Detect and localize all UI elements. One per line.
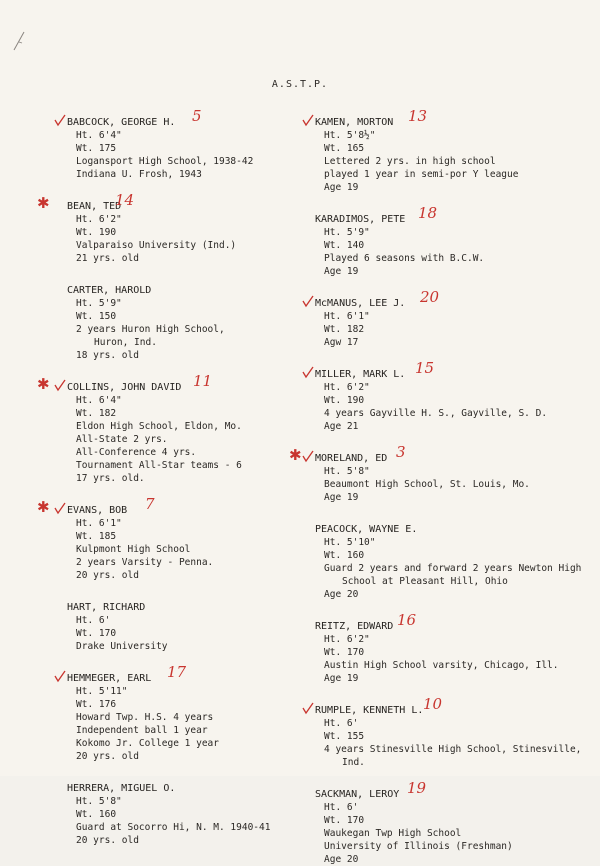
player-detail: Age 19 bbox=[324, 266, 359, 277]
player-detail: Ht. 6' bbox=[324, 718, 359, 729]
player-name-line bbox=[37, 372, 305, 394]
player-detail: Guard at Socorro Hi, N. M. 1940-41 bbox=[76, 822, 271, 833]
player-name-line bbox=[315, 779, 595, 801]
player-detail: Ht. 5'9" bbox=[324, 227, 370, 238]
player-detail: 20 yrs. old bbox=[76, 751, 139, 762]
player-detail: 20 yrs. old bbox=[76, 570, 139, 581]
check-mark-icon bbox=[302, 367, 314, 378]
check-mark-icon bbox=[302, 115, 314, 126]
player-name: MILLER, MARK L. bbox=[315, 369, 406, 380]
player-detail: Ht. 5'8" bbox=[76, 796, 122, 807]
roster-number: 11 bbox=[193, 372, 213, 390]
roster-entry bbox=[315, 288, 595, 349]
player-detail: 18 yrs. old bbox=[76, 350, 139, 361]
player-name-line bbox=[37, 495, 305, 517]
player-detail: Age 21 bbox=[324, 421, 359, 432]
player-detail: Ht. 6'1" bbox=[324, 311, 370, 322]
roster-number: 18 bbox=[418, 204, 438, 222]
check-mark-icon bbox=[302, 451, 314, 462]
roster-entry bbox=[37, 372, 305, 485]
roster-number: 10 bbox=[423, 695, 443, 713]
player-name-line bbox=[315, 288, 595, 310]
player-detail: Indiana U. Frosh, 1943 bbox=[76, 169, 202, 180]
player-detail: Wt. 170 bbox=[76, 628, 117, 639]
player-detail: 2 years Huron High School, bbox=[76, 324, 225, 335]
player-detail: Howard Twp. H.S. 4 years bbox=[76, 712, 214, 723]
player-name: PEACOCK, WAYNE E. bbox=[315, 524, 418, 535]
player-detail: 17 yrs. old. bbox=[76, 473, 145, 484]
player-name: BABCOCK, GEORGE H. bbox=[67, 117, 176, 128]
player-name-line bbox=[67, 284, 305, 297]
player-detail: 20 yrs. old bbox=[76, 835, 139, 846]
player-detail: Wt. 190 bbox=[324, 395, 365, 406]
player-detail: Wt. 170 bbox=[324, 815, 365, 826]
player-name: McMANUS, LEE J. bbox=[315, 298, 406, 309]
player-detail: Age 20 bbox=[324, 854, 359, 865]
roster-number: 14 bbox=[115, 191, 135, 209]
player-detail: Wt. 190 bbox=[76, 227, 117, 238]
roster-entry bbox=[37, 495, 305, 582]
player-detail: Wt. 150 bbox=[76, 311, 117, 322]
player-name-line bbox=[315, 611, 595, 633]
player-detail: Age 20 bbox=[324, 589, 359, 600]
player-name-line bbox=[315, 695, 595, 717]
player-detail: Independent ball 1 year bbox=[76, 725, 208, 736]
player-detail: Beaumont High School, St. Louis, Mo. bbox=[324, 479, 530, 490]
player-name-line bbox=[315, 523, 595, 536]
roster-number: 20 bbox=[420, 288, 440, 306]
player-detail: Guard 2 years and forward 2 years Newton High bbox=[324, 563, 582, 574]
player-detail: Eldon High School, Eldon, Mo. bbox=[76, 421, 242, 432]
player-name: HART, RICHARD bbox=[67, 602, 146, 613]
player-detail: Huron, Ind. bbox=[94, 337, 157, 348]
pencil-mark bbox=[10, 30, 28, 52]
roster-number: 16 bbox=[397, 611, 417, 629]
roster-entry bbox=[315, 107, 595, 194]
player-detail: Wt. 140 bbox=[324, 240, 365, 251]
player-name: MORELAND, ED bbox=[315, 453, 388, 464]
asterisk-mark-icon: ✱ bbox=[37, 498, 50, 516]
player-detail: Wt. 160 bbox=[76, 809, 117, 820]
player-detail: Age 19 bbox=[324, 492, 359, 503]
player-detail: 2 years Varsity - Penna. bbox=[76, 557, 214, 568]
player-detail: Valparaiso University (Ind.) bbox=[76, 240, 237, 251]
player-name: KARADIMOS, PETE bbox=[315, 214, 406, 225]
player-detail: Ht. 6'2" bbox=[324, 382, 370, 393]
player-detail: Agw 17 bbox=[324, 337, 359, 348]
player-detail: Ht. 5'10" bbox=[324, 537, 376, 548]
asterisk-mark-icon: ✱ bbox=[289, 446, 302, 464]
roster-entry bbox=[67, 663, 305, 763]
player-name-line bbox=[67, 601, 305, 614]
player-detail: Waukegan Twp High School bbox=[324, 828, 462, 839]
player-detail: Wt. 176 bbox=[76, 699, 117, 710]
player-detail: Wt. 165 bbox=[324, 143, 365, 154]
roster-number: 19 bbox=[407, 779, 427, 797]
roster-entry bbox=[67, 107, 305, 181]
player-name: BEAN, TED bbox=[67, 201, 122, 212]
player-name-line bbox=[315, 107, 595, 129]
player-name: RUMPLE, KENNETH L. bbox=[315, 705, 424, 716]
player-detail: played 1 year in semi-por Y league bbox=[324, 169, 519, 180]
asterisk-mark-icon: ✱ bbox=[37, 194, 50, 212]
roster-entry bbox=[315, 695, 595, 769]
player-detail: Wt. 175 bbox=[76, 143, 117, 154]
roster-number: 13 bbox=[408, 107, 428, 125]
roster-entry bbox=[67, 782, 305, 847]
player-name: REITZ, EDWARD bbox=[315, 621, 394, 632]
player-name: KAMEN, MORTON bbox=[315, 117, 394, 128]
player-detail: Ind. bbox=[342, 757, 365, 768]
player-detail: Wt. 160 bbox=[324, 550, 365, 561]
player-name-line bbox=[67, 782, 305, 795]
player-name: HERRERA, MIGUEL O. bbox=[67, 783, 176, 794]
player-detail: Logansport High School, 1938-42 bbox=[76, 156, 254, 167]
player-detail: Ht. 6'4" bbox=[76, 130, 122, 141]
roster-entry bbox=[67, 284, 305, 362]
check-mark-icon bbox=[54, 380, 66, 391]
player-detail: 4 years Gayville H. S., Gayville, S. D. bbox=[324, 408, 548, 419]
roster-entry bbox=[315, 523, 595, 601]
player-detail: Tournament All-Star teams - 6 bbox=[76, 460, 242, 471]
roster-entry bbox=[289, 443, 595, 504]
player-name-line bbox=[67, 107, 305, 129]
player-detail: All-Conference 4 yrs. bbox=[76, 447, 197, 458]
asterisk-mark-icon: ✱ bbox=[37, 375, 50, 393]
player-detail: Ht. 6'2" bbox=[324, 634, 370, 645]
player-detail: School at Pleasant Hill, Ohio bbox=[342, 576, 508, 587]
player-detail: Ht. 6'2" bbox=[76, 214, 122, 225]
player-name-line bbox=[315, 359, 595, 381]
player-detail: Wt. 170 bbox=[324, 647, 365, 658]
player-name-line bbox=[289, 443, 595, 465]
check-mark-icon bbox=[54, 671, 66, 682]
player-detail: Ht. 6' bbox=[76, 615, 111, 626]
player-detail: All-State 2 yrs. bbox=[76, 434, 168, 445]
roster-number: 3 bbox=[396, 443, 406, 461]
check-mark-icon bbox=[54, 503, 66, 514]
player-detail: Ht. 6' bbox=[324, 802, 359, 813]
player-detail: Ht. 5'9" bbox=[76, 298, 122, 309]
player-detail: Age 19 bbox=[324, 182, 359, 193]
roster-entry bbox=[315, 204, 595, 278]
check-mark-icon bbox=[302, 703, 314, 714]
player-detail: Wt. 185 bbox=[76, 531, 117, 542]
player-name: COLLINS, JOHN DAVID bbox=[67, 382, 182, 393]
player-detail: Wt. 182 bbox=[324, 324, 365, 335]
roster-entry bbox=[315, 611, 595, 685]
player-detail: Wt. 155 bbox=[324, 731, 365, 742]
player-name-line bbox=[315, 204, 595, 226]
roster-entry bbox=[67, 601, 305, 653]
roster-number: 7 bbox=[145, 495, 155, 513]
player-name: EVANS, BOB bbox=[67, 505, 128, 516]
player-detail: Played 6 seasons with B.C.W. bbox=[324, 253, 485, 264]
roster-number: 15 bbox=[415, 359, 435, 377]
player-detail: Ht. 5'11" bbox=[76, 686, 128, 697]
player-detail: Lettered 2 yrs. in high school bbox=[324, 156, 496, 167]
roster-number: 17 bbox=[167, 663, 187, 681]
player-detail: Ht. 6'1" bbox=[76, 518, 122, 529]
page-title: A.S.T.P. bbox=[271, 79, 329, 90]
player-detail: University of Illinois (Freshman) bbox=[324, 841, 513, 852]
player-detail: Drake University bbox=[76, 641, 168, 652]
roster-column-right bbox=[289, 107, 595, 866]
player-name-line bbox=[37, 191, 305, 213]
player-detail: Ht. 5'8" bbox=[324, 466, 370, 477]
player-detail: Ht. 6'4" bbox=[76, 395, 122, 406]
roster-column-left bbox=[37, 107, 305, 847]
check-mark-icon bbox=[302, 296, 314, 307]
player-detail: Kokomo Jr. College 1 year bbox=[76, 738, 219, 749]
player-detail: 21 yrs. old bbox=[76, 253, 139, 264]
player-detail: Austin High School varsity, Chicago, Ill. bbox=[324, 660, 559, 671]
player-name-line bbox=[67, 663, 305, 685]
player-name: HEMMEGER, EARL bbox=[67, 673, 152, 684]
player-name: SACKMAN, LEROY bbox=[315, 789, 400, 800]
player-name: CARTER, HAROLD bbox=[67, 285, 152, 296]
player-detail: Wt. 182 bbox=[76, 408, 117, 419]
player-detail: 4 years Stinesville High School, Stinesville, bbox=[324, 744, 582, 755]
roster-number: 5 bbox=[192, 107, 202, 125]
check-mark-icon bbox=[54, 115, 66, 126]
roster-entry bbox=[315, 779, 595, 866]
roster-entry bbox=[315, 359, 595, 433]
roster-entry bbox=[37, 191, 305, 265]
player-detail: Ht. 5'8½" bbox=[324, 130, 376, 141]
player-detail: Kulpmont High School bbox=[76, 544, 191, 555]
player-detail: Age 19 bbox=[324, 673, 359, 684]
